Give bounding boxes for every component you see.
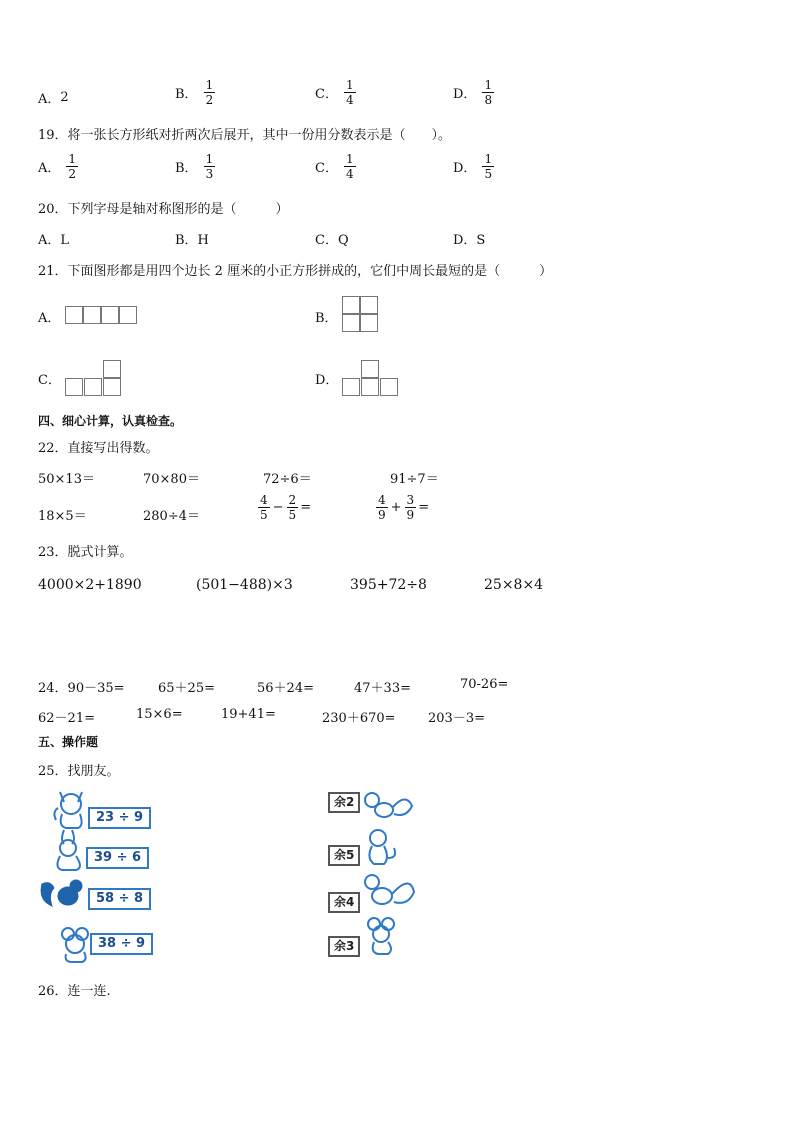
numerator: 1 — [205, 152, 214, 166]
numerator: 4 — [378, 493, 386, 507]
numerator: 1 — [68, 152, 77, 166]
q18-option-d[interactable] — [453, 78, 494, 107]
q19-option-c[interactable] — [315, 152, 356, 181]
division-card[interactable]: 38 ÷ 9 — [90, 933, 153, 955]
denominator: 2 — [205, 93, 214, 107]
q21-option-d-label[interactable]: D． — [315, 373, 339, 388]
option-label: A． — [38, 161, 61, 176]
mouse-icon — [362, 916, 402, 956]
numerator: 4 — [260, 493, 268, 507]
q24-item: 203－3= — [428, 711, 485, 726]
q20-option-b[interactable]: B．H — [175, 233, 209, 248]
q18-option-b[interactable] — [175, 78, 215, 107]
q21-option-b-label[interactable]: B． — [315, 311, 338, 326]
monkey-icon — [360, 828, 400, 868]
denominator: 8 — [484, 93, 493, 107]
numerator: 3 — [406, 493, 415, 507]
q21-question: 21．下面图形都是用四个边长 2 厘米的小正方形拼成的，它们中周长最短的是（ ） — [38, 264, 553, 279]
q18-option-a[interactable] — [38, 88, 69, 107]
denominator: 3 — [205, 167, 214, 181]
q18-option-c[interactable] — [315, 78, 356, 107]
q19-option-b[interactable] — [175, 152, 215, 181]
fraction — [482, 152, 494, 181]
q22-question: 22．直接写出得数。 — [38, 441, 159, 456]
q19-option-d[interactable] — [453, 152, 494, 181]
cat-icon — [52, 786, 92, 830]
q21-option-c-label[interactable]: C． — [38, 373, 61, 388]
q26-question: 26．连一连. — [38, 984, 111, 999]
squirrel-icon — [362, 788, 414, 822]
numerator: 1 — [484, 78, 493, 92]
division-card[interactable]: 58 ÷ 8 — [88, 888, 151, 910]
denominator: 4 — [345, 93, 354, 107]
option-label: C． — [315, 161, 338, 176]
option-label: C． — [315, 87, 338, 102]
fraction — [66, 152, 78, 181]
q22-fraction-subtraction — [252, 493, 311, 522]
q24-item: 70-26= — [460, 677, 509, 692]
denominator: 5 — [484, 167, 493, 181]
section-4-heading: 四、细心计算，认真检查。 — [38, 414, 183, 428]
q20-option-c[interactable]: C．Q — [315, 233, 349, 248]
numerator: 1 — [484, 152, 493, 166]
fraction — [482, 78, 494, 107]
denominator: 2 — [68, 167, 77, 181]
denominator: 5 — [288, 508, 297, 522]
option-label: A． — [38, 92, 61, 107]
q22-item: 70×80＝ — [143, 472, 200, 487]
fraction — [204, 78, 216, 107]
squirrel-icon — [38, 876, 88, 914]
denominator: 4 — [345, 167, 354, 181]
division-card[interactable]: 39 ÷ 6 — [86, 847, 149, 869]
q19-question: 19．将一张长方形纸对折两次后展开，其中一份用分数表示是（ ）。 — [38, 128, 452, 143]
rabbit-icon — [50, 828, 90, 872]
equals: = — [300, 500, 312, 515]
remainder-card[interactable]: 余3 — [328, 936, 360, 957]
q22-item: 91÷7＝ — [390, 472, 439, 487]
remainder-card[interactable]: 余2 — [328, 792, 360, 813]
fraction — [258, 493, 270, 522]
option-label: B． — [175, 161, 198, 176]
squirrel-icon — [360, 872, 416, 910]
q20-option-a[interactable]: A．L — [38, 233, 70, 248]
q23-expression: (501−488)×3 — [196, 577, 293, 593]
q20-question: 20．下列字母是轴对称图形的是（ ） — [38, 202, 289, 217]
numerator: 2 — [288, 493, 297, 507]
denominator: 9 — [406, 508, 415, 522]
section-5-heading: 五、操作题 — [38, 735, 99, 749]
fraction — [204, 152, 216, 181]
q22-item: 18×5＝ — [38, 509, 87, 524]
q22-item: 72÷6＝ — [263, 472, 312, 487]
operator: + — [390, 500, 402, 515]
q24-item: 47＋33= — [354, 681, 411, 696]
denominator: 5 — [260, 508, 268, 522]
q23-expression: 395+72÷8 — [350, 577, 427, 593]
q24-item: 62－21= — [38, 711, 95, 726]
q22-item: 50×13＝ — [38, 472, 95, 487]
q24-item: 15×6= — [136, 707, 183, 722]
numerator: 1 — [205, 78, 214, 92]
q23-question: 23．脱式计算。 — [38, 545, 133, 560]
denominator: 9 — [378, 508, 386, 522]
q19-option-a[interactable] — [38, 152, 78, 181]
option-label: B． — [175, 87, 198, 102]
q22-fraction-addition — [370, 493, 429, 522]
fraction — [287, 493, 299, 522]
operator: − — [272, 500, 284, 515]
fraction — [344, 78, 356, 107]
numerator: 1 — [345, 152, 354, 166]
q21-option-a-label[interactable]: A． — [38, 311, 61, 326]
option-value: 2 — [60, 90, 69, 105]
q24-item: 230＋670= — [322, 711, 396, 726]
q23-expression: 4000×2+1890 — [38, 577, 142, 593]
fraction — [376, 493, 388, 522]
remainder-card[interactable]: 余4 — [328, 892, 360, 913]
q24-item: 56＋24= — [257, 681, 314, 696]
q24-item: 24．90－35= — [38, 681, 125, 696]
q24-item: 65＋25= — [158, 681, 215, 696]
numerator: 1 — [345, 78, 354, 92]
q23-expression: 25×8×4 — [484, 577, 544, 593]
remainder-card[interactable]: 余5 — [328, 845, 360, 866]
option-label: D． — [453, 87, 477, 102]
option-label: D． — [453, 161, 477, 176]
fraction — [405, 493, 417, 522]
q25-question: 25．找朋友。 — [38, 764, 120, 779]
equals: = — [418, 500, 430, 515]
division-card[interactable]: 23 ÷ 9 — [88, 807, 151, 829]
q20-option-d[interactable]: D．S — [453, 233, 486, 248]
q22-item: 280÷4＝ — [143, 509, 200, 524]
q24-item: 19+41= — [221, 707, 276, 722]
fraction — [344, 152, 356, 181]
